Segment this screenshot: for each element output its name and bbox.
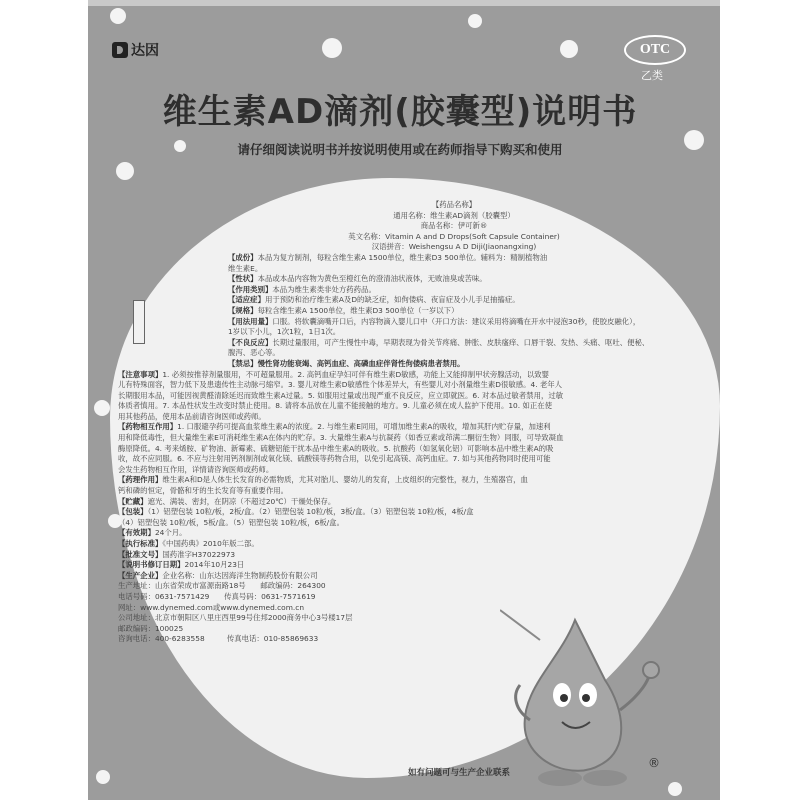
leaflet-line [228,264,680,275]
top-strip [88,0,720,6]
section-text: 公司地址：北京市朝阳区八里庄西里99号住邦2000商务中心3号楼17层 [118,613,353,623]
decor-dot [468,14,482,28]
section-label: 【执行标准】 [118,539,163,548]
section-label: 【用法用量】 [228,316,273,326]
section-label: 【成份】 [228,252,258,262]
leaflet-line [118,571,518,582]
section-label: 【包装】 [118,507,148,517]
leaflet-line [228,348,680,359]
section-text: 电话号码：0631-7571429 传真号码：0631-7571619 [118,591,316,601]
leaflet-line [228,285,680,296]
section-text: 收，故不应同服。6. 不应与注射用钙剂制剂或氧化镁、硫酸镁等药物合用，以免引起高镁、高钙血症。7. 如与其他药物同时使用可能 [118,454,551,464]
section-text: 口服。将软囊滴嘴开口后，内容物滴入婴儿口中（开口方法：建议采用将滴嘴在开水中浸泡30秒，使胶皮融化）， [272,316,641,326]
leaflet-line [228,253,680,264]
section-text: 维生素E。 [228,263,263,273]
section-label: 【生产企业】 [118,570,163,580]
section-label: 【药理作用】 [118,475,163,485]
section-text: 《中国药典》2010年版二部。 [162,539,259,548]
section-text: 本品为维生素类非处方药药品。 [272,284,376,294]
page-title: 维生素AD滴剂(胶囊型)说明书 [162,92,638,132]
leaflet-line [118,422,680,433]
section-text: 用于预防和治疗维生素A及D的缺乏症，如佝偻病、夜盲症及小儿手足抽搐症。 [264,295,520,305]
section-text: 每粒含维生素A 1500单位，维生素D3 500单位（一岁以下） [257,305,459,315]
otc-badge: OTC [624,35,686,65]
section-text: 遮光、满装、密封，在阴凉（不超过20℃）干燥处保存。 [147,496,336,506]
leaflet-line [118,539,518,550]
leaflet-line [118,497,680,508]
section-label: 【适应症】 [228,295,265,305]
decor-dot [668,782,682,796]
section-text: 2014年10月23日 [184,560,245,570]
decor-dot [116,162,134,180]
section-text: 长期服用本品，可能因视黄醛清除延迟而致维生素A过量。5. 如服用过量或出现严重不良反应，应立即就医。6. 对本品过敏者禁用，过敏 [118,390,564,400]
leaflet-line [228,338,680,349]
section-label: 【有效期】 [118,528,155,538]
leaflet-line [118,613,518,624]
section-text: 长期过量服用，可产生慢性中毒，早期表现为骨关节疼痛、肿胀、皮肤瘙痒、口唇干裂、发热、头痛、呕吐、便秘、 [272,337,650,347]
footer-contact: 如有问题可与生产企业联系 [408,768,511,778]
leaflet-line [118,507,680,518]
leaflet-line [228,232,680,243]
section-text: 网址：www.dynemed.com或www.dynemed.com.cn [118,602,305,612]
leaflet-line [118,592,518,603]
section-text: 1. 必须按推荐剂量服用，不可超量服用。2. 高钙血症孕妇可伴有维生素D敏感，功能上又能抑制甲状旁腺活动，以致婴 [162,369,549,379]
leaflet-line [118,454,680,465]
section-text: 生产地址：山东省荣成市富源南路18号 邮政编码：264300 [118,581,326,591]
leaflet-line [118,603,518,614]
leaflet-line [118,550,518,561]
decor-dot [560,40,578,58]
leaflet-line [118,581,518,592]
section-text: 酶原降低。4. 考来烯胺、矿物油、新霉素、硫糖铝能干扰本品中维生素A的吸收。5. 抗酸药（如氢氧化铝）可影响本品中维生素A的吸 [118,443,554,453]
leaflet-line [228,306,680,317]
section-label: 【规格】 [228,305,258,315]
leaflet-line [118,486,680,497]
leaflet-line [118,401,680,412]
section-label: 【贮藏】 [118,496,148,506]
section-text: 本品为复方制剂，每粒含维生素A 1500单位，维生素D3 500单位。辅料为：精制植物油 [257,252,548,262]
section-label: 【药物相互作用】 [118,422,178,432]
leaflet-line [118,634,518,645]
section-label: 【禁忌】 [228,358,258,368]
section-label: 【说明书修订日期】 [118,560,185,570]
decor-dot [322,38,342,58]
leaflet-line [118,528,518,539]
section-text: 1. 口服避孕药可提高血浆维生素A的浓度。2. 与维生素E同用，可增加维生素A的吸收，增加其肝内贮存量，加速利 [177,422,551,432]
leaflet-line [228,242,680,253]
leaflet-line [228,317,680,328]
section-text: 维生素A和D是人体生长发育的必需物质，尤其对胎儿、婴幼儿的发育，上皮组织的完整性，视力，生殖器官，血 [162,475,528,485]
brand-logo [112,40,159,60]
section-label: 【注意事项】 [118,369,163,379]
leaflet-line [118,444,680,455]
section-text: 国药准字H37022973 [162,549,236,559]
section-text: （4）铝塑包装 10粒/板，5板/盒。（5）铝塑包装 10粒/板，6板/盒。 [118,517,344,527]
section-label: 【性状】 [228,274,258,284]
section-text: 体质者慎用。7. 本品性状发生改变时禁止使用。8. 请将本品放在儿童不能接触的地方。9. 儿童必须在成人监护下使用。10. 如正在使 [118,401,553,411]
leaflet-line [118,475,680,486]
leaflet-line [118,412,680,423]
registered-mark: ® [648,756,660,770]
side-code-label [133,300,145,344]
page-subtitle: 请仔细阅读说明书并按说明使用或在药师指导下购买和使用 [237,142,563,157]
leaflet-line [118,391,680,402]
section-label: 【作用类别】 [228,284,273,294]
leaflet-line [118,518,680,529]
section-text: 通用名称：维生素AD滴剂（胶囊型） [393,210,515,220]
section-label: 【批准文号】 [118,549,163,559]
mascot-drop-icon [500,600,670,790]
leaflet-line [228,327,680,338]
section-text: 英文名称：Vitamin A and D Drops(Soft Capsule Container) [348,231,560,241]
leaflet-line [228,221,680,232]
section-text: 汉语拼音：Weishengsu A D Diji(Jiaonangxing) [371,242,537,252]
leaflet-line [228,274,680,285]
section-text: 本品或本品内容物为黄色至橙红色的澄清油状液体，无败油臭或苦味。 [257,274,487,284]
section-text: 慢性肾功能衰竭、高钙血症、高磷血症伴肾性佝偻病患者禁用。 [257,358,465,368]
brand-name: 达因 [131,43,159,59]
leaflet-line [118,560,518,571]
leaflet-line [118,465,680,476]
section-text: （1）铝塑包装 10粒/板，2板/盒。（2）铝塑包装 10粒/板，3板/盒。（3）铝塑包装 10粒/板，4板/盒 [147,507,474,517]
section-text: 【药品名称】 [431,200,477,209]
leaflet-line [228,211,680,222]
brand-mark-icon [112,42,128,58]
section-text: 1岁以下小儿，1次1粒，1日1次。 [228,327,341,337]
section-text: 咨询电话：400-6283558 传真电话：010-85869633 [118,634,319,644]
leaflet-line [118,433,680,444]
section-text: 邮政编码：100025 [118,623,184,633]
section-text: 商品名称：伊可新® [420,221,488,231]
section-text: 用其他药品，使用本品前请咨询医师或药师。 [118,411,266,421]
otc-category: 乙类 [641,69,663,82]
leaflet-line [228,200,680,211]
leaflet-line [228,295,680,306]
section-text: 会发生药物相互作用，详情请咨询医师或药师。 [118,464,274,474]
leaflet-line [118,370,680,381]
leaflet-content [118,200,680,645]
section-text: 用和降低毒性，但大量维生素E可消耗维生素A在体内的贮存。3. 大量维生素A与抗凝药（如香豆素或茚满二酮衍生物）同服，可导致凝血 [118,433,564,443]
leaflet-line [118,624,518,635]
section-label: 【不良反应】 [228,337,273,347]
section-text: 腹泻、恶心等。 [228,348,280,358]
leaflet-line [228,359,680,370]
section-text: 钙和磷的恒定，骨骼和牙的生长发育等有重要作用。 [118,486,288,496]
decor-dot [94,400,110,416]
section-text: 24个月。 [154,528,187,538]
decor-dot [96,770,110,784]
section-text: 儿有特殊面容，智力低下及患遗传性主动脉弓缩窄。3. 婴儿对维生素D敏感性个体差异大，有些婴儿对小剂量维生素D很敏感。4. 老年人 [118,380,563,390]
leaflet-line [118,380,680,391]
section-text: 企业名称：山东达因海洋生物制药股份有限公司 [162,570,318,580]
decor-dot [110,8,126,24]
